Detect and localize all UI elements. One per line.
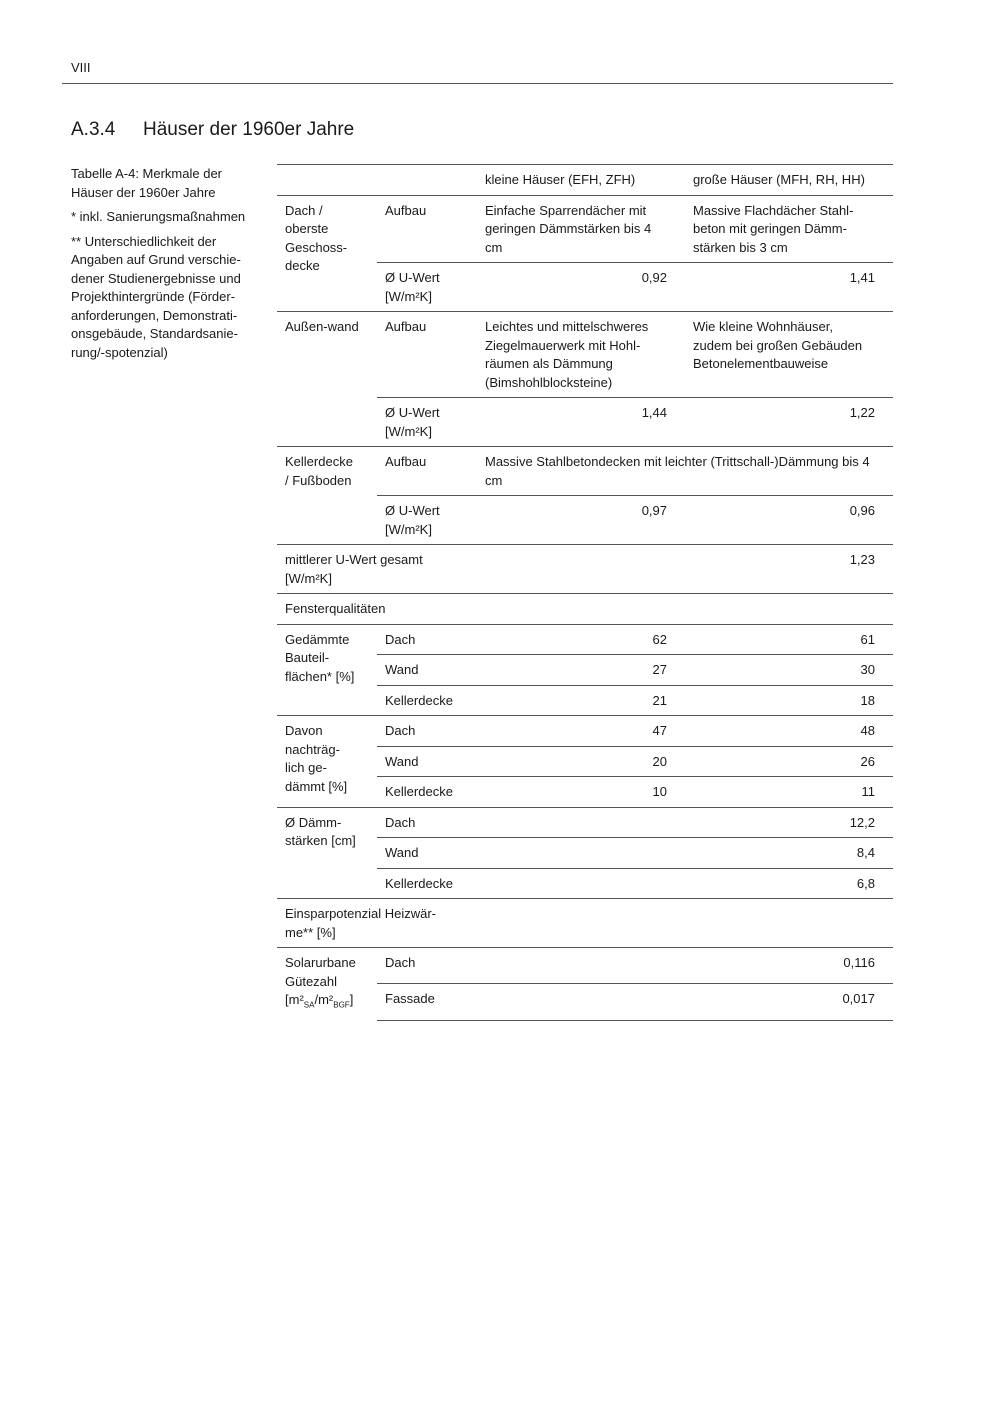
row-label: Aufbau xyxy=(377,447,477,496)
unit-part: /m² xyxy=(314,992,334,1007)
row-label-einsparpotenzial: Einsparpotenzial Heizwär-me** [%] xyxy=(277,899,477,948)
table-row xyxy=(277,447,893,496)
cell-large: 18 xyxy=(685,685,893,716)
cell-small: 1,44 xyxy=(477,398,685,447)
row-label: Ø U-Wert [W/m²K] xyxy=(377,398,477,447)
cell-small: 0,92 xyxy=(477,263,685,312)
cell-small: 47 xyxy=(477,716,685,747)
caption-note-1: * inkl. Sanierungsmaßnahmen xyxy=(71,209,246,224)
cell-value: 12,2 xyxy=(477,807,893,838)
characteristics-table xyxy=(277,164,893,1021)
group-label-gedaemmt: Gedämmte Bauteil-flächen* [%] xyxy=(277,624,377,716)
header-small-houses: kleine Häuser (EFH, ZFH) xyxy=(477,165,685,196)
row-label: Wand xyxy=(377,746,477,777)
table-row xyxy=(277,948,893,984)
cell-value: 0,116 xyxy=(477,948,893,984)
row-label: Kellerdecke xyxy=(377,868,477,899)
table-row xyxy=(277,594,893,625)
solar-label: Solarurbane Gütezahl xyxy=(285,955,356,989)
cell-small: 27 xyxy=(477,655,685,686)
cell-large: 26 xyxy=(685,746,893,777)
cell-empty xyxy=(477,899,893,948)
row-label: Dach xyxy=(377,807,477,838)
group-label-nachtraeglich: Davon nachträg-lich ge-dämmt [%] xyxy=(277,716,377,808)
table-row xyxy=(277,312,893,398)
group-label-solarurban xyxy=(277,948,377,1021)
row-label-fenster: Fensterqualitäten xyxy=(277,594,893,625)
table-row xyxy=(277,716,893,747)
cell-value: 0,017 xyxy=(477,984,893,1020)
table-row xyxy=(277,899,893,948)
row-label-mittlerer: mittlerer U-Wert gesamt [W/m²K] xyxy=(277,545,477,594)
row-label: Dach xyxy=(377,716,477,747)
section-number: A.3.4 xyxy=(71,119,116,140)
table-row xyxy=(277,624,893,655)
cell-large: 1,22 xyxy=(685,398,893,447)
unit-part: [m² xyxy=(285,992,304,1007)
unit-sub: SA xyxy=(303,1000,315,1010)
cell-value: 6,8 xyxy=(477,868,893,899)
row-label: Kellerdecke xyxy=(377,777,477,808)
row-label: Ø U-Wert [W/m²K] xyxy=(377,496,477,545)
header-rule xyxy=(62,83,893,84)
cell-small: 21 xyxy=(477,685,685,716)
section-heading xyxy=(71,119,354,141)
table-header-row xyxy=(277,165,893,196)
row-label: Wand xyxy=(377,838,477,869)
group-label-wand: Außen-wand xyxy=(277,312,377,447)
header-empty xyxy=(277,165,377,196)
cell-small: 62 xyxy=(477,624,685,655)
cell-large: 0,96 xyxy=(685,496,893,545)
page-number: VIII xyxy=(71,60,91,75)
caption-title: Tabelle A-4: Merkmale der Häuser der 1960er Jahre xyxy=(71,166,223,200)
cell-large: 61 xyxy=(685,624,893,655)
group-label-daemmstaerken: Ø Dämm-stärken [cm] xyxy=(277,807,377,899)
cell-large: Wie kleine Wohnhäuser, zudem bei großen Gebäuden Betonelementbauweise xyxy=(685,312,893,398)
row-label: Aufbau xyxy=(377,195,477,263)
cell-small: 0,97 xyxy=(477,496,685,545)
cell-value: 8,4 xyxy=(477,838,893,869)
cell-small: Leichtes und mittelschweres Ziegelmauerwerk mit Hohl-räumen als Dämmung (Bimshohlblocksteine) xyxy=(477,312,685,398)
row-label: Kellerdecke xyxy=(377,685,477,716)
group-label-keller: Kellerdecke / Fußboden xyxy=(277,447,377,545)
row-label: Fassade xyxy=(377,984,477,1020)
cell-small: Einfache Sparrendächer mit geringen Dämmstärken bis 4 cm xyxy=(477,195,685,263)
unit-part: ] xyxy=(349,992,354,1007)
group-label-dach: Dach / oberste Geschoss-decke xyxy=(277,195,377,312)
unit-sub: BGF xyxy=(333,1000,350,1010)
cell-small: 10 xyxy=(477,777,685,808)
table-row xyxy=(277,545,893,594)
table-row xyxy=(277,807,893,838)
header-large-houses: große Häuser (MFH, RH, HH) xyxy=(685,165,893,196)
row-label: Ø U-Wert [W/m²K] xyxy=(377,263,477,312)
solar-unit xyxy=(285,992,354,1010)
cell-large: Massive Flachdächer Stahl-beton mit geringen Dämm-stärken bis 3 cm xyxy=(685,195,893,263)
row-label: Dach xyxy=(377,624,477,655)
section-title: Häuser der 1960er Jahre xyxy=(143,119,355,140)
row-label: Wand xyxy=(377,655,477,686)
cell-both: Massive Stahlbetondecken mit leichter (Trittschall-)Dämmung bis 4 cm xyxy=(477,447,893,496)
cell-small: 20 xyxy=(477,746,685,777)
table-caption xyxy=(71,165,261,368)
cell-value: 1,23 xyxy=(477,545,893,594)
cell-large: 1,41 xyxy=(685,263,893,312)
cell-large: 11 xyxy=(685,777,893,808)
header-empty xyxy=(377,165,477,196)
table-row xyxy=(277,195,893,263)
cell-large: 48 xyxy=(685,716,893,747)
cell-large: 30 xyxy=(685,655,893,686)
row-label: Dach xyxy=(377,948,477,984)
caption-note-2: ** Unterschiedlichkeit der Angaben auf Grund verschie-dener Studienergebnisse und Projekthintergründe (Förder-anforderungen, Demonstrati-onsgebäude, Standardsanie-rung/-spotenzial) xyxy=(71,233,241,360)
row-label: Aufbau xyxy=(377,312,477,398)
